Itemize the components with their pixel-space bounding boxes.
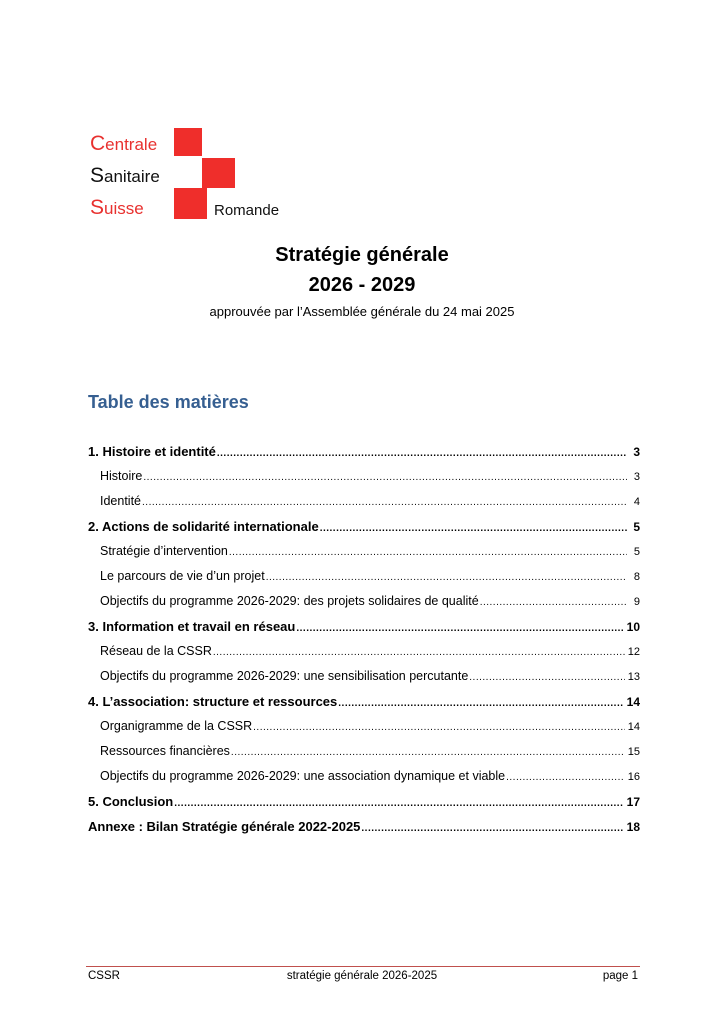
toc-entry-label: 1. Histoire et identité (88, 444, 216, 459)
document-subtitle: approuvée par l’Assemblée générale du 24 mai 2025 (209, 304, 515, 319)
toc-subsection-entry[interactable] (88, 644, 640, 669)
toc-dot-leader (469, 672, 624, 683)
toc-entry-label: Réseau de la CSSR (100, 644, 212, 658)
toc-section-entry[interactable] (88, 794, 640, 819)
toc-entry-label: Annexe : Bilan Stratégie générale 2022-2025 (88, 819, 361, 834)
toc-entry-page: 14 (626, 695, 640, 709)
table-of-contents (88, 444, 640, 844)
toc-entry-page: 16 (627, 771, 640, 783)
toc-subsection-entry[interactable] (88, 744, 640, 769)
toc-entry-page: 18 (626, 820, 640, 834)
toc-dot-leader (296, 623, 623, 634)
toc-entry-page: 10 (626, 620, 640, 634)
toc-dot-leader (506, 772, 625, 783)
toc-dot-leader (253, 722, 625, 733)
toc-subsection-entry[interactable] (88, 544, 640, 569)
toc-heading: Table des matières (88, 392, 249, 412)
toc-entry-label: Objectifs du programme 2026-2029: une association dynamique et viable (100, 769, 506, 783)
toc-entry-page: 4 (633, 496, 640, 508)
toc-entry-page: 17 (626, 795, 640, 809)
toc-entry-label: 3. Information et travail en réseau (88, 619, 296, 634)
logo-red-square (174, 188, 207, 219)
toc-dot-leader (174, 798, 623, 809)
toc-subsection-entry[interactable] (88, 719, 640, 744)
toc-entry-label: 4. L’association: structure et ressources (88, 694, 338, 709)
toc-entry-page: 14 (627, 721, 640, 733)
toc-section-entry[interactable] (88, 694, 640, 719)
toc-dot-leader (217, 448, 627, 459)
logo-red-square (174, 128, 202, 156)
toc-entry-label: Organigramme de la CSSR (100, 719, 253, 733)
document-years: 2026 - 2029 (308, 274, 416, 296)
toc-entry-page: 5 (633, 546, 640, 558)
logo-word-centrale: Centrale (90, 132, 158, 155)
toc-section-entry[interactable] (88, 519, 640, 544)
toc-dot-leader (213, 647, 625, 658)
logo-red-square (202, 158, 235, 188)
toc-entry-label: Ressources financières (100, 744, 230, 758)
toc-entry-label: 5. Conclusion (88, 794, 174, 809)
logo-word-suisse: Suisse (90, 196, 144, 219)
logo-word-sanitaire: Sanitaire (90, 164, 160, 187)
toc-dot-leader (229, 547, 627, 558)
toc-section-entry[interactable] (88, 819, 640, 844)
document-title: Stratégie générale (275, 244, 449, 266)
toc-dot-leader (338, 698, 623, 709)
toc-dot-leader (320, 523, 627, 534)
toc-entry-page: 8 (633, 571, 640, 583)
toc-subsection-entry[interactable] (88, 469, 640, 494)
toc-subsection-entry[interactable] (88, 494, 640, 519)
toc-entry-page: 3 (633, 471, 640, 483)
toc-entry-label: Objectifs du programme 2026-2029: des projets solidaires de qualité (100, 594, 479, 608)
toc-entry-label: Le parcours de vie d’un projet (100, 569, 265, 583)
toc-entry-label: Identité (100, 494, 142, 508)
toc-dot-leader (231, 747, 625, 758)
toc-entry-page: 13 (627, 671, 640, 683)
toc-subsection-entry[interactable] (88, 569, 640, 594)
footer-divider (86, 966, 640, 967)
toc-dot-leader (266, 572, 627, 583)
toc-entry-page: 12 (627, 646, 640, 658)
toc-subsection-entry[interactable] (88, 594, 640, 619)
toc-entry-page: 15 (627, 746, 640, 758)
toc-section-entry[interactable] (88, 444, 640, 469)
logo-word-romande: Romande (214, 202, 280, 219)
cssr-logo (88, 124, 288, 224)
toc-entry-page: 9 (633, 596, 640, 608)
toc-section-entry[interactable] (88, 619, 640, 644)
footer-page-number: page 1 (602, 970, 638, 982)
toc-subsection-entry[interactable] (88, 769, 640, 794)
toc-dot-leader (361, 823, 623, 834)
toc-dot-leader (143, 472, 627, 483)
toc-entry-label: Histoire (100, 469, 143, 483)
toc-entry-label: Stratégie d’intervention (100, 544, 228, 558)
toc-entry-label: Objectifs du programme 2026-2029: une sensibilisation percutante (100, 669, 469, 683)
toc-entry-page: 3 (633, 445, 640, 459)
toc-subsection-entry[interactable] (88, 669, 640, 694)
toc-dot-leader (480, 597, 627, 608)
toc-entry-page: 5 (633, 520, 640, 534)
footer-center: stratégie générale 2026-2025 (286, 970, 438, 982)
footer-left: CSSR (88, 970, 120, 982)
toc-entry-label: 2. Actions de solidarité internationale (88, 519, 319, 534)
toc-dot-leader (142, 497, 627, 508)
